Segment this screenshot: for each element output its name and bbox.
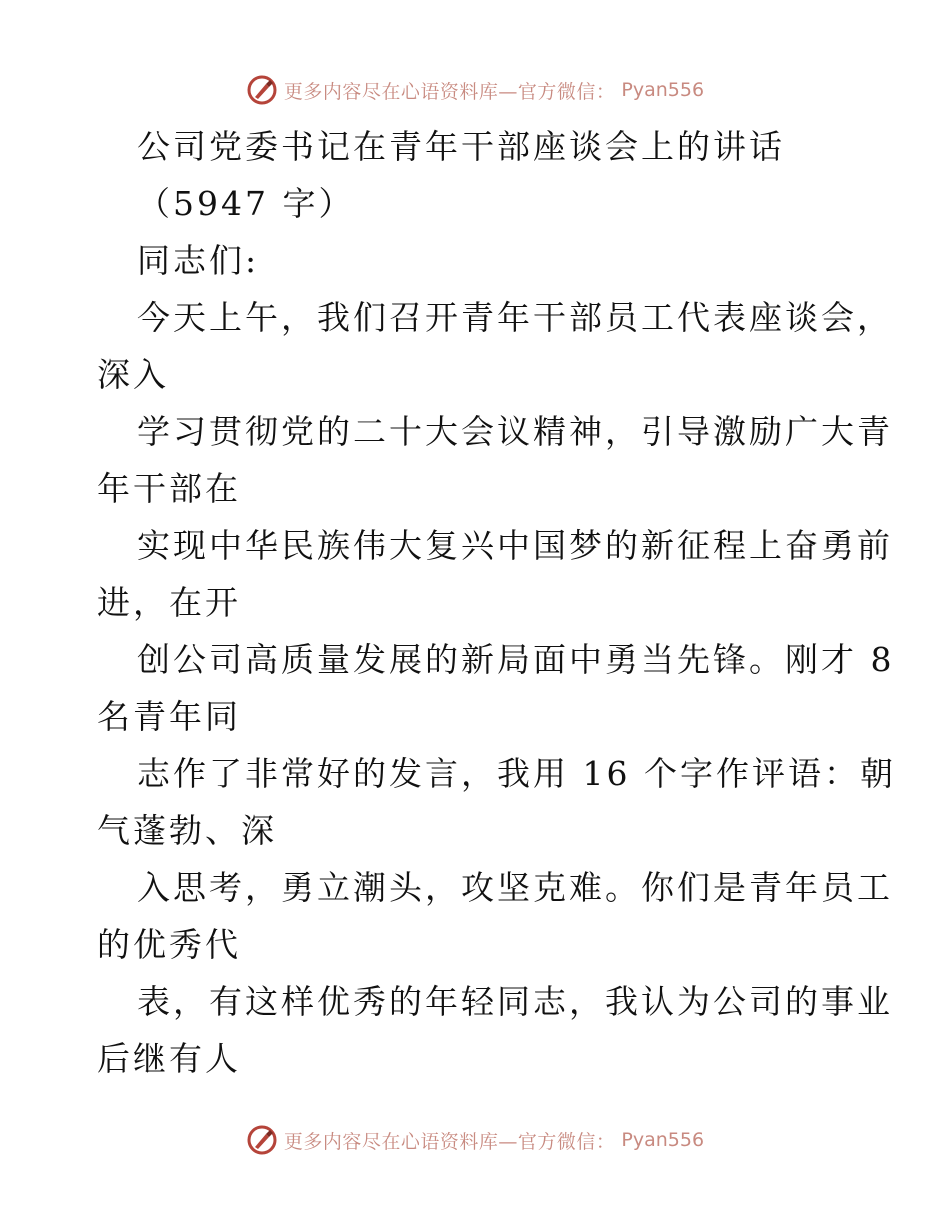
- salutation: 同志们:: [137, 241, 260, 280]
- pen-seal-icon: [246, 74, 278, 106]
- header-watermark: [0, 70, 950, 110]
- watermark-wechat-id: Pyan556: [621, 1129, 705, 1151]
- paragraph-line: 创公司高质量发展的新局面中勇当先锋。刚才 8: [137, 640, 895, 679]
- pen-seal-icon: [246, 1124, 278, 1156]
- document-title: 公司党委书记在青年干部座谈会上的讲话: [137, 127, 785, 166]
- watermark-wechat-id: Pyan556: [621, 79, 705, 101]
- watermark-text: 更多内容尽在心语资料库—官方微信：: [283, 80, 616, 103]
- paragraph-line: 表，有这样优秀的年轻同志，我认为公司的事业: [137, 982, 893, 1021]
- paragraph-line: 深入: [97, 355, 169, 394]
- paragraph-line: 志作了非常好的发言，我用 16 个字作评语：朝: [137, 754, 896, 793]
- paragraph-line: 年干部在: [97, 469, 241, 508]
- paragraph-line: 进，在开: [97, 583, 241, 622]
- paragraph-line: 今天上午，我们召开青年干部员工代表座谈会，: [137, 298, 893, 337]
- paragraph-line: 名青年同: [97, 697, 241, 736]
- document-body: [97, 118, 896, 1087]
- paragraph-line: 学习贯彻党的二十大会议精神，引导激励广大青: [137, 412, 893, 451]
- paragraph-line: 实现中华民族伟大复兴中国梦的新征程上奋勇前: [137, 526, 893, 565]
- paragraph-line: 后继有人: [97, 1039, 241, 1078]
- paragraph-line: 入思考，勇立潮头，攻坚克难。你们是青年员工: [137, 868, 893, 907]
- paragraph-line: 的优秀代: [97, 925, 241, 964]
- word-count: （5947 字）: [137, 184, 355, 223]
- paragraph-line: 气蓬勃、深: [97, 811, 277, 850]
- watermark-text: 更多内容尽在心语资料库—官方微信：: [283, 1130, 616, 1153]
- footer-watermark: [0, 1120, 950, 1160]
